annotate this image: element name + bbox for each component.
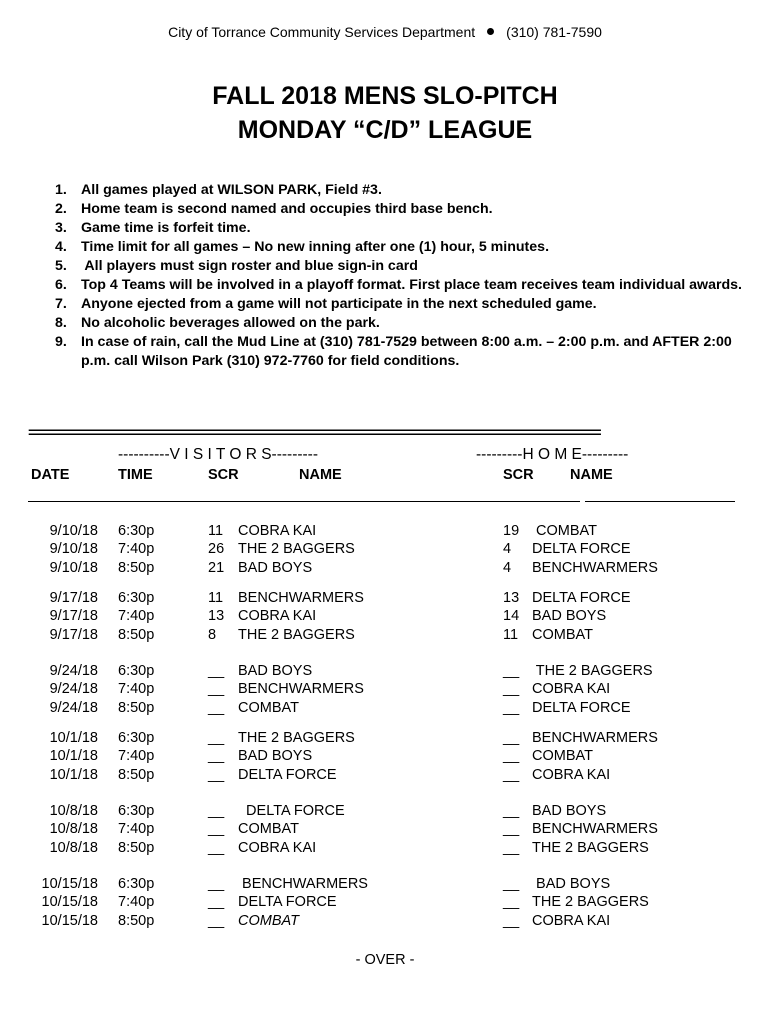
rule-number: 8. — [55, 315, 67, 331]
visitor-team: COBRA KAI — [238, 840, 317, 856]
home-score: 4 — [503, 541, 512, 557]
home-team: DELTA FORCE — [532, 700, 631, 716]
rule-item — [28, 314, 748, 333]
department-phone: (310) 781-7590 — [506, 24, 602, 40]
home-score: __ — [503, 700, 520, 716]
visitor-score: __ — [208, 803, 225, 819]
game-time: 7:40p — [118, 748, 155, 764]
visitor-score: __ — [208, 663, 225, 679]
home-score: __ — [503, 767, 520, 783]
game-time: 7:40p — [118, 894, 155, 910]
schedule-row — [0, 541, 770, 559]
visitor-score: __ — [208, 681, 225, 697]
rule-item — [28, 200, 748, 219]
rule-number: 5. — [55, 258, 67, 274]
visitor-team: BAD BOYS — [238, 748, 313, 764]
visitor-team: DELTA FORCE — [238, 803, 345, 819]
visitor-score: __ — [208, 767, 225, 783]
schedule-row — [0, 894, 770, 912]
header-underline — [585, 501, 735, 502]
visitor-team: BENCHWARMERS — [238, 590, 364, 606]
visitor-score: __ — [208, 821, 225, 837]
home-score: __ — [503, 663, 520, 679]
rule-item — [28, 257, 748, 276]
game-time: 7:40p — [118, 541, 155, 557]
visitor-score: __ — [208, 730, 225, 746]
visitor-score: __ — [208, 913, 225, 929]
home-section-label: ---------H O M E--------- — [476, 446, 629, 463]
home-score: __ — [503, 894, 520, 910]
rule-number: 3. — [55, 220, 67, 236]
visitors-section-label: ----------V I S I T O R S--------- — [118, 446, 319, 463]
schedule-row — [0, 876, 770, 894]
visitor-team: THE 2 BAGGERS — [238, 627, 355, 643]
home-score: 14 — [503, 608, 520, 624]
home-score: __ — [503, 913, 520, 929]
rule-number: 7. — [55, 296, 67, 312]
game-date: 9/24/18 — [49, 681, 98, 697]
rule-item — [28, 238, 748, 257]
rule-item — [28, 219, 748, 238]
schedule-row — [0, 803, 770, 821]
rule-text: Game time is forfeit time. — [81, 220, 251, 236]
schedule-row — [0, 840, 770, 858]
rule-item — [28, 333, 748, 371]
visitor-score: 11 — [208, 523, 224, 539]
game-date: 10/1/18 — [49, 730, 98, 746]
home-team: COBRA KAI — [532, 913, 611, 929]
game-time: 6:30p — [118, 590, 155, 606]
home-score: 13 — [503, 590, 520, 606]
schedule-row — [0, 730, 770, 748]
league-title-line2: MONDAY “C/D” LEAGUE — [237, 116, 533, 144]
schedule-row — [0, 681, 770, 699]
schedule-row — [0, 748, 770, 766]
league-title-line1: FALL 2018 MENS SLO-PITCH — [212, 82, 558, 110]
schedule-row — [0, 821, 770, 839]
game-date: 10/8/18 — [49, 821, 98, 837]
game-time: 7:40p — [118, 681, 155, 697]
game-time: 8:50p — [118, 627, 155, 643]
visitor-score: 8 — [208, 627, 217, 643]
game-date: 10/15/18 — [41, 876, 98, 892]
schedule-row — [0, 627, 770, 645]
game-date: 10/1/18 — [49, 748, 98, 764]
visitor-score: 11 — [208, 590, 224, 606]
schedule-row — [0, 608, 770, 626]
game-time: 8:50p — [118, 700, 155, 716]
home-score: 11 — [503, 627, 519, 643]
footer-over: - OVER - — [355, 952, 415, 968]
separator-line: ========================================================================================== — [28, 426, 600, 442]
home-team: DELTA FORCE — [532, 590, 631, 606]
schedule-row — [0, 767, 770, 785]
rule-text: All games played at WILSON PARK, Field #3. — [81, 182, 382, 198]
game-time: 8:50p — [118, 840, 155, 856]
visitor-score: 26 — [208, 541, 225, 557]
rule-text: Anyone ejected from a game will not participate in the next scheduled game. — [81, 296, 597, 312]
home-team: BAD BOYS — [532, 876, 611, 892]
visitor-team: COBRA KAI — [238, 523, 317, 539]
rule-number: 1. — [55, 182, 67, 198]
visitor-team: COMBAT — [238, 913, 299, 929]
home-score: __ — [503, 730, 520, 746]
visitor-score-column-header: SCR — [208, 467, 239, 483]
visitor-name-column-header: NAME — [299, 467, 342, 483]
home-score-column-header: SCR — [503, 467, 534, 483]
home-team: COBRA KAI — [532, 681, 611, 697]
game-time: 6:30p — [118, 876, 155, 892]
game-time: 7:40p — [118, 821, 155, 837]
home-team: BENCHWARMERS — [532, 560, 658, 576]
rule-number: 2. — [55, 201, 67, 217]
game-time: 6:30p — [118, 803, 155, 819]
home-team: THE 2 BAGGERS — [532, 840, 649, 856]
rule-number: 9. — [55, 334, 67, 350]
rules-list — [28, 181, 748, 371]
visitor-score: __ — [208, 894, 225, 910]
game-date: 9/24/18 — [49, 663, 98, 679]
game-date: 9/17/18 — [49, 627, 98, 643]
home-team: THE 2 BAGGERS — [532, 894, 649, 910]
rule-text: All players must sign roster and blue sign-in card — [81, 258, 418, 274]
game-time: 6:30p — [118, 523, 155, 539]
rule-item — [28, 181, 748, 200]
game-time: 8:50p — [118, 767, 155, 783]
home-score: 19 — [503, 523, 520, 539]
visitor-score: __ — [208, 876, 225, 892]
visitor-team: THE 2 BAGGERS — [238, 730, 355, 746]
schedule-row — [0, 663, 770, 681]
visitor-team: THE 2 BAGGERS — [238, 541, 355, 557]
home-score: __ — [503, 803, 520, 819]
rule-number: 6. — [55, 277, 67, 293]
visitor-score: __ — [208, 840, 225, 856]
department-name: City of Torrance Community Services Department — [168, 24, 476, 40]
home-team: COBRA KAI — [532, 767, 611, 783]
visitor-team: BENCHWARMERS — [238, 681, 364, 697]
department-header — [0, 24, 770, 40]
game-time: 7:40p — [118, 608, 155, 624]
visitor-team: COBRA KAI — [238, 608, 317, 624]
game-date: 9/17/18 — [49, 608, 98, 624]
home-team: BAD BOYS — [532, 608, 607, 624]
header-underline — [28, 501, 580, 502]
schedule-row — [0, 590, 770, 608]
game-time: 6:30p — [118, 730, 155, 746]
home-score: 4 — [503, 560, 512, 576]
home-team: BAD BOYS — [532, 803, 607, 819]
schedule-row — [0, 523, 770, 541]
visitor-team: COMBAT — [238, 700, 299, 716]
visitor-team: COMBAT — [238, 821, 299, 837]
rule-text: Top 4 Teams will be involved in a playoff format. First place team receives team individual awards. — [81, 277, 742, 293]
game-date: 10/15/18 — [41, 894, 98, 910]
home-score: __ — [503, 840, 520, 856]
home-team: BENCHWARMERS — [532, 821, 658, 837]
schedule-row — [0, 700, 770, 718]
home-team: COMBAT — [532, 627, 593, 643]
home-score: __ — [503, 821, 520, 837]
game-date: 10/8/18 — [49, 803, 98, 819]
game-date: 10/15/18 — [41, 913, 98, 929]
game-time: 8:50p — [118, 560, 155, 576]
home-team: COMBAT — [532, 748, 593, 764]
rule-text: In case of rain, call the Mud Line at (310) 781-7529 between 8:00 a.m. – 2:00 p.m. and AFTER 2:00 p.m. call Wilson Park (310) 972-7760 for field conditions. — [81, 334, 732, 369]
visitor-team: DELTA FORCE — [238, 767, 337, 783]
rule-item — [28, 276, 748, 295]
bullet-icon — [487, 28, 494, 35]
visitor-team: BAD BOYS — [238, 663, 313, 679]
home-team: BENCHWARMERS — [532, 730, 658, 746]
home-team: COMBAT — [532, 523, 597, 539]
visitor-score: 13 — [208, 608, 225, 624]
game-date: 10/1/18 — [49, 767, 98, 783]
game-date: 9/10/18 — [49, 560, 98, 576]
game-time: 8:50p — [118, 913, 155, 929]
game-date: 9/24/18 — [49, 700, 98, 716]
home-name-column-header: NAME — [570, 467, 613, 483]
game-time: 6:30p — [118, 663, 155, 679]
visitor-score: 21 — [208, 560, 225, 576]
game-date: 9/10/18 — [49, 523, 98, 539]
game-date: 10/8/18 — [49, 840, 98, 856]
home-score: __ — [503, 681, 520, 697]
visitor-score: __ — [208, 700, 225, 716]
rule-item — [28, 295, 748, 314]
home-team: DELTA FORCE — [532, 541, 631, 557]
visitor-score: __ — [208, 748, 225, 764]
schedule-row — [0, 913, 770, 931]
time-column-header: TIME — [118, 467, 153, 483]
game-date: 9/17/18 — [49, 590, 98, 606]
visitor-team: BENCHWARMERS — [238, 876, 368, 892]
rule-number: 4. — [55, 239, 67, 255]
visitor-team: DELTA FORCE — [238, 894, 337, 910]
home-score: __ — [503, 876, 520, 892]
home-score: __ — [503, 748, 520, 764]
rule-text: No alcoholic beverages allowed on the park. — [81, 315, 380, 331]
rule-text: Home team is second named and occupies third base bench. — [81, 201, 493, 217]
game-date: 9/10/18 — [49, 541, 98, 557]
visitor-team: BAD BOYS — [238, 560, 313, 576]
rule-text: Time limit for all games – No new inning after one (1) hour, 5 minutes. — [81, 239, 550, 255]
home-team: THE 2 BAGGERS — [532, 663, 653, 679]
date-column-header: DATE — [31, 467, 70, 483]
schedule-row — [0, 560, 770, 578]
